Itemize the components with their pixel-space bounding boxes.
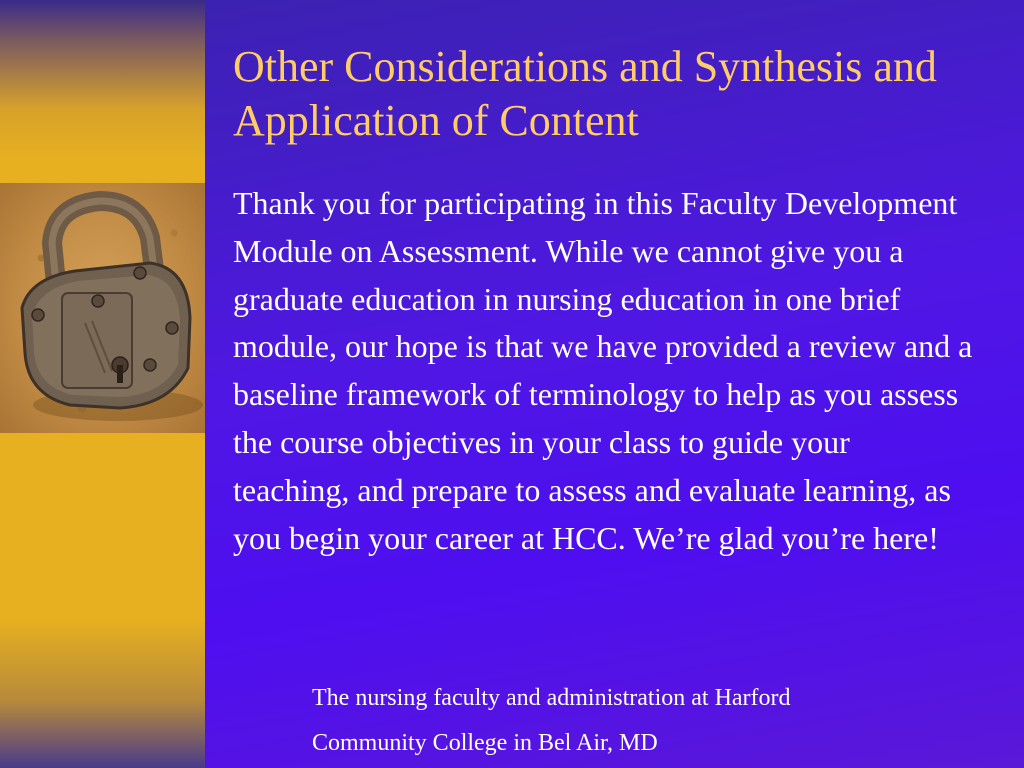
signature-line-2: Community College in Bel Air, MD (312, 730, 658, 756)
slide-title: Other Considerations and Synthesis and Application of Content (233, 42, 937, 145)
open-padlock-icon (0, 183, 205, 433)
open-padlock-image (0, 183, 205, 433)
slide-body-text: Thank you for participating in this Faculty Development Module on Assessment. While we cannot give you a graduate education in nursing education in one brief module, our hope is that we have provided a review and a baseline framework of terminology to help as you assess the course objectives in your class to guide your teaching, and prepare to assess and evaluate learning, as you begin your career at HCC. We’re glad you’re here! (233, 185, 973, 556)
signature (312, 676, 952, 766)
signature-line-1: The nursing faculty and administration at Harford (312, 685, 791, 711)
